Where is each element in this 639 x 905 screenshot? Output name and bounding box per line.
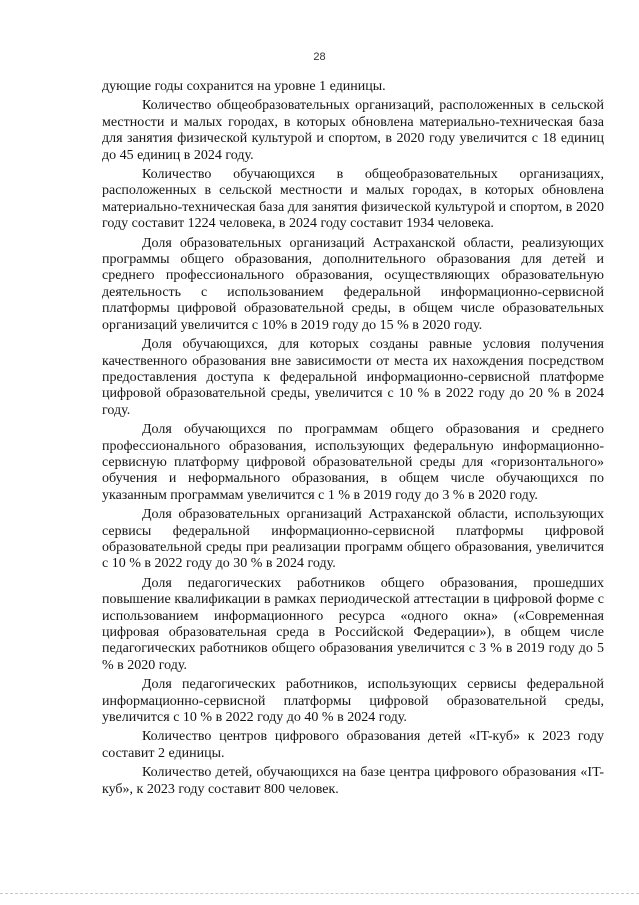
page-number: 28: [313, 51, 326, 63]
paragraph-3: Количество обучающихся в общеобразовательных организациях, расположенных в сельской местности и малых городах, в которых обновлена материально-техническая база для занятия физической культурой и спортом, в 2020 году составит 1224 человека, в 2024 году составит 1934 человека.: [102, 167, 604, 232]
paragraph-5: Доля обучающихся, для которых созданы равные условия получения качественного образования вне зависимости от места их нахождения посредством предоставления доступа к федеральной информационно-сервисной платформе цифровой образовательной среды, увеличится с 10 % в 2022 году до 20 % в 2024 году.: [102, 337, 604, 418]
page-bottom-edge: [0, 893, 639, 894]
paragraph-10: Количество центров цифрового образования детей «IT-куб» к 2023 году составит 2 единицы.: [102, 729, 604, 761]
paragraph-1: дующие годы сохранится на уровне 1 единицы.: [102, 79, 386, 94]
paragraph-4: Доля образовательных организаций Астраханской области, реализующих программы общего образования, дополнительного образования для детей и среднего профессионального образования, осуществляющих образовательную деятельность с использованием федеральной информационно-сервисной платформы цифровой образовательной среды, в общем числе образовательных организаций увеличится с 10% в 2019 году до 15 % в 2020 году.: [102, 235, 604, 333]
document-body: [102, 79, 604, 801]
paragraph-7: Доля образовательных организаций Астраханской области, использующих сервисы федеральной информационно-сервисной платформы цифровой образовательной среды при реализации программ общего образования, увеличится с 10 % в 2022 году до 30 % в 2024 году.: [102, 507, 604, 572]
paragraph-9: Доля педагогических работников, использующих сервисы федеральной информационно-сервисной платформы цифровой образовательной среды, увеличится с 10 % в 2022 году до 40 % в 2024 году.: [102, 677, 604, 726]
paragraph-8: Доля педагогических работников общего образования, прошедших повышение квалификации в рамках периодической аттестации в цифровой форме с использованием информационного ресурса «одного окна» («Современная цифровая образовательная среда в Российской Федерации»), в общем числе педагогических работников общего образования увеличится с 3 % в 2019 году до 5 % в 2020 году.: [102, 575, 604, 673]
paragraph-11: Количество детей, обучающихся на базе центра цифрового образования «IT-куб», к 2023 году составит 800 человек.: [102, 765, 604, 797]
paragraph-2: Количество общеобразовательных организаций, расположенных в сельской местности и малых городах, в которых обновлена материально-техническая база для занятия физической культурой и спортом, в 2020 году увеличится с 18 единиц до 45 единиц в 2024 году.: [102, 98, 604, 163]
paragraph-6: Доля обучающихся по программам общего образования и среднего профессионального образования, использующих федеральную информационно-сервисную платформу цифровой образовательной среды для «горизонтального» обучения и неформального образования, в общем числе обучающихся по указанным программам увеличится с 1 % в 2019 году до 3 % в 2020 году.: [102, 422, 604, 503]
